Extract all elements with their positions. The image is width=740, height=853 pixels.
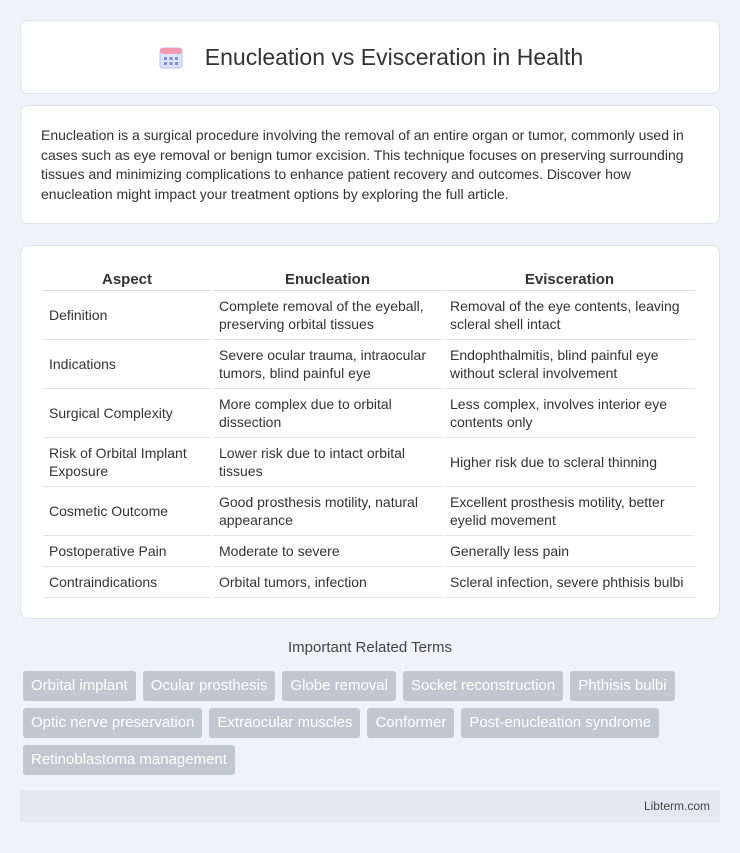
table-cell-evisceration: Excellent prosthesis motility, better eyelid movement	[444, 487, 695, 536]
table-row	[43, 438, 695, 487]
table-row	[43, 291, 695, 340]
related-terms-title: Important Related Terms	[288, 639, 452, 656]
table-row	[43, 487, 695, 536]
header-card	[20, 20, 720, 94]
footer	[20, 790, 720, 822]
related-term-tag[interactable]: Socket reconstruction	[403, 671, 563, 701]
related-terms-list	[23, 671, 723, 782]
table-cell-enucleation: Moderate to severe	[213, 536, 442, 567]
table-cell-enucleation: Lower risk due to intact orbital tissues	[213, 438, 442, 487]
table-cell-evisceration: Less complex, involves interior eye contents only	[444, 389, 695, 438]
related-term-tag[interactable]: Globe removal	[282, 671, 396, 701]
table-cell-aspect: Surgical Complexity	[43, 389, 211, 438]
table-cell-enucleation: More complex due to orbital dissection	[213, 389, 442, 438]
related-term-tag[interactable]: Conformer	[367, 708, 454, 738]
table-cell-aspect: Indications	[43, 340, 211, 389]
related-term-tag[interactable]: Ocular prosthesis	[143, 671, 276, 701]
comparison-table-card	[20, 245, 720, 619]
table-cell-enucleation: Good prosthesis motility, natural appearance	[213, 487, 442, 536]
table-cell-evisceration: Removal of the eye contents, leaving scleral shell intact	[444, 291, 695, 340]
column-header-evisceration: Evisceration	[444, 264, 695, 291]
related-term-tag[interactable]: Orbital implant	[23, 671, 136, 701]
table-row	[43, 567, 695, 598]
comparison-table	[41, 264, 697, 598]
table-cell-evisceration: Scleral infection, severe phthisis bulbi	[444, 567, 695, 598]
table-cell-evisceration: Endophthalmitis, blind painful eye without scleral involvement	[444, 340, 695, 389]
column-header-enucleation: Enucleation	[213, 264, 442, 291]
related-term-tag[interactable]: Phthisis bulbi	[570, 671, 674, 701]
table-cell-aspect: Cosmetic Outcome	[43, 487, 211, 536]
related-term-tag[interactable]: Optic nerve preservation	[23, 708, 202, 738]
table-cell-enucleation: Severe ocular trauma, intraocular tumors, blind painful eye	[213, 340, 442, 389]
related-term-tag[interactable]: Post-enucleation syndrome	[461, 708, 659, 738]
related-term-tag[interactable]: Extraocular muscles	[209, 708, 360, 738]
page-title: Enucleation vs Evisceration in Health	[204, 43, 584, 70]
table-row	[43, 340, 695, 389]
footer-link[interactable]: Libterm.com	[643, 799, 710, 813]
intro-card	[20, 105, 720, 224]
table-row	[43, 389, 695, 438]
table-cell-enucleation: Complete removal of the eyeball, preserving orbital tissues	[213, 291, 442, 340]
table-cell-evisceration: Higher risk due to scleral thinning	[444, 438, 695, 487]
table-row	[43, 536, 695, 567]
table-cell-aspect: Postoperative Pain	[43, 536, 211, 567]
table-cell-aspect: Risk of Orbital Implant Exposure	[43, 438, 211, 487]
related-term-tag[interactable]: Retinoblastoma management	[23, 745, 235, 775]
intro-text: Enucleation is a surgical procedure involving the removal of an entire organ or tumor, commonly used in cases such as eye removal or benign tumor excision. This technique focuses on preserving surrounding tissues and minimizing complications to enhance patient recovery and outcomes. Discover how enucleation might impact your treatment options by exploring the full article.	[41, 127, 684, 202]
column-header-aspect: Aspect	[43, 264, 211, 291]
table-cell-enucleation: Orbital tumors, infection	[213, 567, 442, 598]
table-cell-evisceration: Generally less pain	[444, 536, 695, 567]
table-cell-aspect: Contraindications	[43, 567, 211, 598]
table-cell-aspect: Definition	[43, 291, 211, 340]
calendar-icon	[157, 43, 185, 71]
table-header-row	[43, 264, 695, 291]
